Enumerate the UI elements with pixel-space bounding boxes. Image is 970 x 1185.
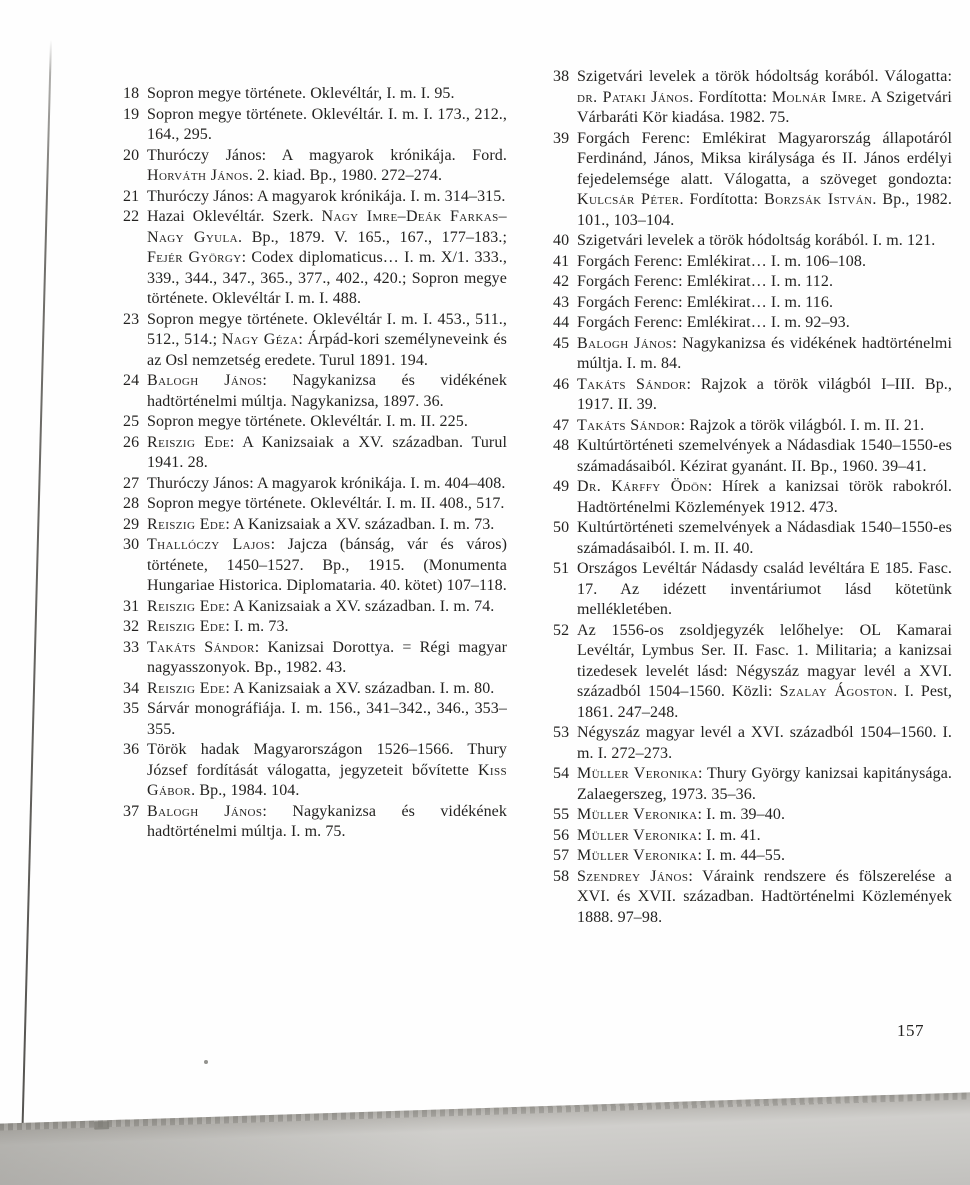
scan-speck	[204, 1060, 208, 1064]
footnote-text: Forgách Ferenc: Emlékirat… I. m. 106–108.	[577, 252, 867, 270]
footnote-number: 52	[553, 621, 570, 639]
footnote-item	[553, 559, 952, 621]
footnote-number: 58	[553, 867, 570, 885]
footnote-text: Sopron megye története. Oklevéltár. I. m. II. 408., 517.	[147, 495, 505, 512]
author-name: Reiszig Ede	[147, 433, 230, 451]
footnote-number: 22	[123, 208, 140, 225]
author-name: Horváth János	[147, 167, 249, 184]
footnote-text: : I. m. 41.	[697, 826, 761, 844]
footnote-text: : Nagykanizsa és vidékének hadtörténelmi múltja. I. m. 84.	[577, 334, 952, 372]
footnote-text: : A Kanizsaiak a XV. században. I. m. 73.	[225, 515, 495, 533]
footnote-text: . Fordította:	[689, 88, 772, 106]
footnote-item	[553, 477, 952, 518]
author-name: dr. Pataki János	[577, 88, 690, 106]
footnote-text: : Hírek a kanizsai török rabokról. Hadtörténelmi Közlemények 1912. 473.	[577, 478, 952, 516]
footnote-text: Török hadak Magyarországon 1526–1566. Thury József fordítását válogatta, jegyzeteit bővítette	[147, 741, 507, 779]
footnote-item	[123, 597, 507, 618]
footnote-number: 34	[123, 679, 140, 697]
footnote-number: 29	[123, 515, 140, 533]
footnote-text: Négyszáz magyar levél a XVI. századból 1504–1560. I. m. I. 272–273.	[577, 724, 952, 762]
footnote-text: : Rajzok a török világból. I. m. II. 21.	[680, 416, 925, 434]
footnote-item	[123, 207, 507, 310]
footnote-item	[123, 699, 507, 740]
footnote-item	[123, 802, 507, 843]
footnote-text: : A Kanizsaiak a XV. században. I. m. 74.	[225, 597, 495, 615]
footnote-number: 27	[123, 474, 140, 492]
footnote-item	[553, 313, 952, 334]
footnote-text: Sopron megye története. Oklevéltár. I. m. I. 173., 212., 164., 295.	[147, 105, 507, 143]
footnote-number: 32	[123, 618, 140, 635]
book-bottom-edge	[0, 1091, 970, 1185]
footnote-item	[553, 621, 952, 724]
footnote-text: Az 1556-os zsoldjegyzék lelőhelye: OL Kamarai Levéltár, Lymbus Ser. II. Fasc. 1. Militaria; a kanizsai tizedesek levelét lásd: Négyszáz magyar levél a XVI. századból 1504–1560. Közli:	[577, 621, 952, 700]
footnote-item	[553, 846, 952, 867]
footnotes-column-right	[553, 67, 952, 928]
footnote-text: Thuróczy János: A magyarok krónikája. I. m. 314–315.	[147, 187, 506, 205]
author-name: Thallóczy Lajos	[147, 536, 271, 553]
footnote-number: 25	[123, 413, 140, 430]
footnote-item	[123, 638, 507, 679]
footnotes-column-left	[123, 84, 507, 843]
footnote-number: 23	[123, 310, 140, 328]
author-name: Kulcsár Péter	[577, 191, 680, 208]
footnote-text: : Rajzok a török világból I–III. Bp., 1917. II. 39.	[577, 375, 952, 413]
footnote-item	[123, 474, 507, 495]
footnote-number: 49	[553, 478, 570, 495]
footnote-number: 56	[553, 826, 570, 844]
footnote-number: 36	[123, 741, 140, 758]
author-name: Takáts Sándor	[147, 638, 255, 656]
footnote-text: : A Kanizsaiak a XV. században. Turul 1941. 28.	[147, 433, 507, 471]
footnote-text: . 2. kiad. Bp., 1980. 272–274.	[248, 167, 443, 184]
footnote-text: Hazai Oklevéltár. Szerk.	[147, 208, 322, 225]
author-name: Reiszig Ede	[147, 679, 226, 697]
footnote-number: 46	[553, 375, 570, 393]
author-name: Reiszig Ede	[147, 515, 226, 533]
footnote-item	[123, 310, 507, 372]
footnote-number: 21	[123, 187, 140, 205]
footnote-item	[123, 740, 507, 802]
footnote-number: 57	[553, 847, 570, 864]
footnote-number: 48	[553, 437, 570, 454]
footnote-item	[123, 371, 507, 412]
author-name: Balogh János	[577, 334, 673, 352]
footnote-number: 41	[553, 252, 570, 270]
footnote-item	[553, 252, 952, 273]
footnote-text: Kultúrtörténeti szemelvények a Nádasdiak 1540–1550-es számadásaiból. Kézirat gyanánt. II. Bp., 1960. 39–41.	[577, 437, 952, 475]
footnote-text: Thuróczy János: A magyarok krónikája. I. m. 404–408.	[147, 474, 506, 492]
author-name: Takáts Sándor	[577, 416, 681, 434]
footnote-number: 26	[123, 433, 140, 451]
footnote-number: 28	[123, 495, 140, 512]
author-name: Müller Veronika	[577, 847, 698, 864]
footnote-text: : A Kanizsaiak a XV. században. I. m. 80.	[225, 679, 495, 697]
author-name: Borzsák István	[764, 191, 873, 208]
footnote-text: Forgách Ferenc: Emlékirat… I. m. 92–93.	[577, 314, 850, 331]
footnote-item	[553, 293, 952, 314]
footnote-item	[553, 436, 952, 477]
footnote-text: . Bp., 1984. 104.	[191, 782, 300, 799]
footnote-text: : Codex diplomaticus… I. m. X/1. 333., 339., 344., 347., 365., 377., 402., 420.; Sopron megye története. Oklevéltár I. m. I. 488.	[147, 249, 508, 307]
footnote-text: Szigetvári levelek a török hódoltság korából. Válogatta:	[577, 68, 952, 85]
footnote-text: Thuróczy János: A magyarok krónikája. Ford.	[147, 146, 507, 164]
footnote-number: 40	[553, 232, 570, 249]
footnote-text: Kultúrtörténeti szemelvények a Nádasdiak 1540–1550-es számadásaiból. I. m. II. 40.	[577, 519, 952, 557]
footnote-text: : Árpád-kori személyneveink és az Osl nemzetség eredete. Turul 1891. 194.	[147, 331, 507, 369]
author-name: Dr. Kárffy Ödön	[577, 478, 708, 495]
footnote-number: 37	[123, 802, 140, 820]
author-name: Reiszig Ede	[147, 618, 226, 635]
author-name: Fejér György	[147, 249, 242, 266]
footnote-item	[123, 679, 507, 700]
footnote-number: 50	[553, 519, 570, 536]
author-name: Nagy Géza	[221, 331, 299, 348]
footnote-item	[553, 334, 952, 375]
footnote-text: . A Szigetvári Várbaráti Kör kiadása. 1982. 75.	[577, 88, 952, 126]
footnote-text: : Kanizsai Dorottya. = Régi magyar nagyasszonyok. Bp., 1982. 43.	[147, 638, 508, 676]
author-name: Szalay Ágoston	[779, 683, 894, 700]
footnote-text: : Váraink rendszere és fölszerelése a XVI. és XVII. században. Hadtörténelmi Közlemények 1888. 97–98.	[577, 867, 952, 926]
footnote-item	[553, 518, 952, 559]
footnote-number: 30	[123, 536, 140, 553]
footnote-number: 18	[123, 85, 140, 102]
footnote-number: 38	[553, 68, 570, 85]
footnote-item	[553, 231, 952, 252]
footnote-text: . Bp., 1982. 101., 103–104.	[577, 191, 952, 229]
footnote-number: 19	[123, 105, 140, 123]
footnote-number: 47	[553, 416, 570, 434]
footnote-text: Forgách Ferenc: Emlékirat… I. m. 112.	[577, 273, 834, 290]
footnote-text: Sopron megye története. Oklevéltár I. m. I. 453., 511., 512., 514.;	[147, 310, 507, 348]
footnote-text: : Jajcza (bánság, vár és város) története, 1450–1527. Bp., 1915. (Monumenta Hungariae Historica. Diplomataria. 40. kötet) 107–118.	[147, 536, 508, 594]
footnote-number: 33	[123, 638, 140, 656]
footnote-number: 35	[123, 700, 140, 717]
footnote-item	[123, 515, 507, 536]
footnote-text: : Nagykanizsa és vidékének hadtörténelmi múltja. I. m. 75.	[147, 802, 507, 840]
author-name: Nagy Imre–Deák Farkas–Nagy Gyula	[147, 208, 507, 246]
footnote-text: . Fordította:	[679, 191, 765, 208]
footnote-item	[123, 146, 507, 187]
author-name: Balogh János	[147, 802, 263, 820]
footnote-item	[123, 535, 507, 597]
footnote-text: Sopron megye története. Oklevéltár, I. m. I. 95.	[147, 85, 455, 102]
footnote-text: Forgách Ferenc: Emlékirat… I. m. 116.	[577, 293, 834, 311]
footnote-item	[553, 867, 952, 929]
footnote-text: . Bp., 1879. V. 165., 167., 177–183.;	[238, 228, 507, 246]
footnote-item	[553, 805, 952, 826]
footnote-number: 31	[123, 597, 140, 615]
footnote-item	[123, 105, 507, 146]
footnote-number: 43	[553, 293, 570, 311]
footnote-text: : Nagykanizsa és vidékének hadtörténelmi múltja. Nagykanizsa, 1897. 36.	[147, 372, 507, 410]
footnote-item	[123, 84, 507, 105]
author-name: Müller Veronika	[577, 806, 698, 823]
footnote-item	[553, 764, 952, 805]
author-name: Balogh János	[147, 372, 263, 389]
footnote-item	[123, 187, 507, 208]
footnote-text: : I. m. 39–40.	[697, 806, 786, 823]
footnote-item	[123, 433, 507, 474]
footnote-item	[553, 416, 952, 437]
author-name: Reiszig Ede	[147, 597, 226, 615]
footnote-text: Forgách Ferenc: Emlékirat Magyarország állapotáról Ferdinánd, János, Miksa királysága és II. János erdélyi fejedelemsége alatt. Válogatta, a szöveget gondozta:	[577, 129, 952, 188]
footnote-text: Sopron megye története. Oklevéltár. I. m. II. 225.	[147, 413, 468, 430]
footnote-text: . I. Pest, 1861. 247–248.	[577, 683, 953, 721]
footnote-number: 44	[553, 314, 570, 331]
footnote-item	[553, 826, 952, 847]
author-name: Takáts Sándor	[577, 375, 687, 393]
author-name: Kiss Gábor	[147, 761, 507, 799]
footnote-text: Sárvár monográfiája. I. m. 156., 341–342., 346., 353–355.	[147, 700, 507, 738]
footnote-number: 45	[553, 334, 570, 352]
author-name: Müller Veronika	[577, 826, 698, 844]
footnote-number: 55	[553, 806, 570, 823]
footnote-item	[123, 494, 507, 515]
footnote-number: 39	[553, 129, 570, 147]
footnote-number: 42	[553, 273, 570, 290]
footnote-number: 53	[553, 724, 570, 741]
footnote-item	[553, 129, 952, 232]
footnote-text: : I. m. 73.	[225, 618, 289, 635]
footnote-item	[123, 412, 507, 433]
footnote-text: Szigetvári levelek a török hódoltság korából. I. m. 121.	[577, 232, 936, 249]
footnote-item	[553, 375, 952, 416]
footnote-number: 54	[553, 765, 570, 782]
footnote-item	[553, 67, 952, 129]
author-name: Müller Veronika	[577, 765, 699, 782]
footnote-text: Országos Levéltár Nádasdy család levéltára E 185. Fasc. 17. Az idézett inventáriumot lásd kötetünk mellékletében.	[577, 560, 952, 618]
footnote-item	[553, 723, 952, 764]
author-name: Molnár Imre	[771, 88, 863, 106]
footnote-item	[553, 272, 952, 293]
footnote-number: 20	[123, 146, 140, 164]
footnote-item	[123, 617, 507, 638]
footnote-number: 51	[553, 560, 570, 577]
page-edge-line	[22, 40, 52, 1128]
edge-notch	[94, 1121, 109, 1129]
author-name: Szendrey János	[577, 867, 689, 885]
page-number: 157	[897, 1021, 924, 1040]
footnote-text: : Thury György kanizsai kapitánysága. Zalaegerszeg, 1973. 35–36.	[577, 765, 952, 803]
footnote-number: 24	[123, 372, 140, 389]
footnote-text: : I. m. 44–55.	[697, 847, 786, 864]
